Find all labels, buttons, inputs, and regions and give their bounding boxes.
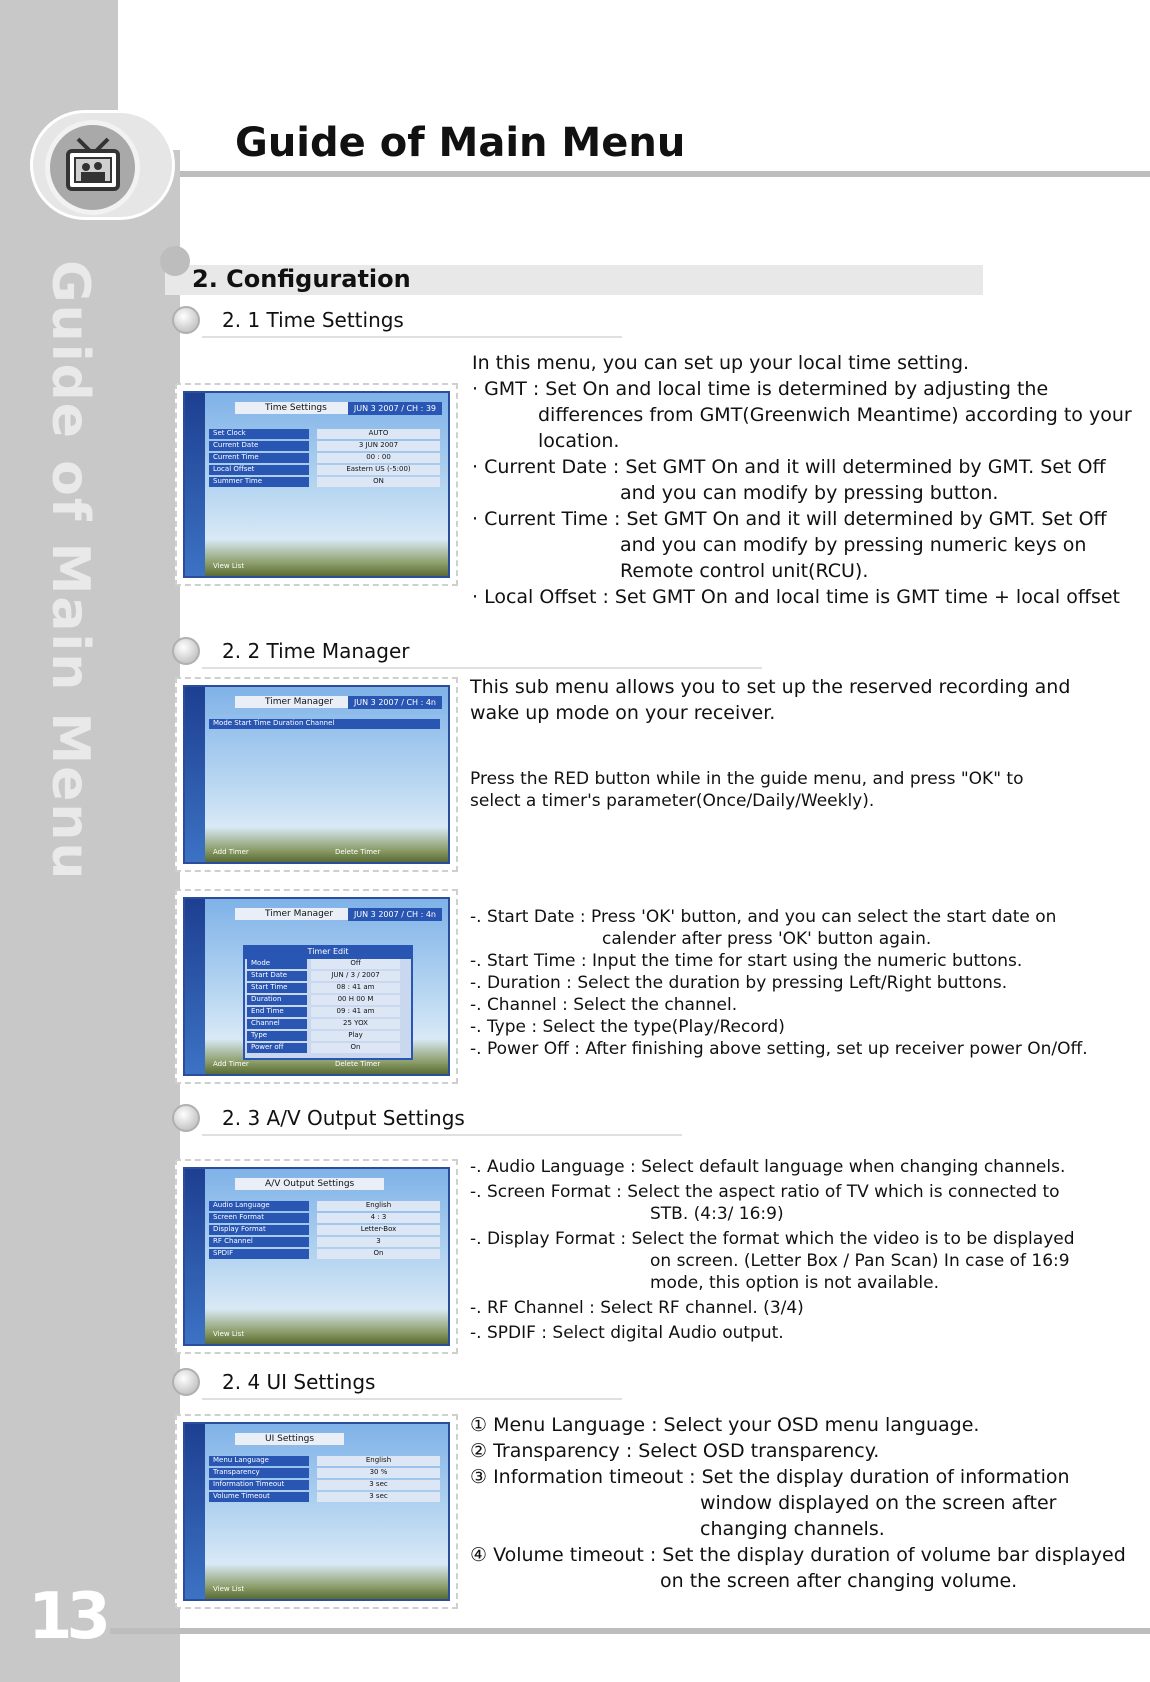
osd-row-key: Channel <box>247 1019 307 1029</box>
osd-row-value: Letter-Box <box>317 1225 440 1235</box>
osd-row-key: Start Time <box>247 983 307 993</box>
osd-header <box>205 1175 448 1195</box>
osd-title: Timer Manager <box>235 908 363 920</box>
press-text: Press the RED button while in the guide menu, and press "OK" to <box>470 769 1024 789</box>
osd-row-value: 00 H 00 M <box>311 995 400 1005</box>
section-bullet <box>160 246 190 276</box>
bullet-icon <box>172 306 200 334</box>
osd-row-key: Set Clock <box>209 429 309 439</box>
osd-header <box>205 1430 448 1450</box>
subsection-heading: 2. 4 UI Settings <box>222 1370 376 1394</box>
av-output-screenshot <box>175 1159 458 1354</box>
osd-row <box>247 971 400 981</box>
osd-row <box>209 477 440 487</box>
osd-row <box>209 1456 440 1466</box>
osd-row-key: Information Timeout <box>209 1480 309 1490</box>
bullet-icon <box>172 1104 200 1132</box>
osd-delete-timer: Delete Timer <box>335 848 381 856</box>
current-time-text-cont: and you can modify by pressing numeric keys on <box>620 534 1087 556</box>
osd-sidebar <box>185 1424 205 1599</box>
osd-row-key: Audio Language <box>209 1201 309 1211</box>
osd-screen <box>183 391 450 578</box>
spdif-text: -. SPDIF : Select digital Audio output. <box>470 1323 784 1343</box>
subsection-heading: 2. 2 Time Manager <box>222 639 410 663</box>
bullet-icon <box>172 1368 200 1396</box>
osd-row-key: Mode <box>247 959 307 969</box>
rf-channel-text: -. RF Channel : Select RF channel. (3/4) <box>470 1298 804 1318</box>
osd-row <box>247 995 400 1005</box>
osd-row-value: 3 JUN 2007 <box>317 441 440 451</box>
current-time-text: · Current Time : Set GMT On and it will determined by GMT. Set Off <box>472 508 1107 530</box>
bullet-icon <box>172 637 200 665</box>
osd-row <box>209 1249 440 1259</box>
osd-sidebar <box>185 1169 205 1344</box>
osd-row <box>247 1043 400 1053</box>
audio-language-text: -. Audio Language : Select default language when changing channels. <box>470 1157 1066 1177</box>
gmt-text-cont: location. <box>538 430 620 452</box>
volume-timeout-text: ④ Volume timeout : Set the display duration of volume bar displayed <box>470 1544 1126 1566</box>
time-settings-screenshot <box>175 383 458 586</box>
volume-timeout-text-cont: on the screen after changing volume. <box>660 1570 1018 1592</box>
osd-row <box>209 1201 440 1211</box>
tv-icon-glyph <box>50 125 135 210</box>
press-text: select a timer's parameter(Once/Daily/Weekly). <box>470 791 875 811</box>
osd-title: UI Settings <box>235 1433 344 1445</box>
osd-footer: View List <box>213 562 245 570</box>
osd-row-value: Eastern US (-5:00) <box>317 465 440 475</box>
osd-row-value: 30 % <box>317 1468 440 1478</box>
osd-row-value: 25 YOX <box>311 1019 400 1029</box>
tv-icon <box>45 120 140 215</box>
timer-edit-screenshot <box>175 889 458 1084</box>
osd-row-value: JUN / 3 / 2007 <box>311 971 400 981</box>
osd-columns: Mode Start Time Duration Channel <box>209 719 440 729</box>
info-timeout-text-cont: window displayed on the screen after <box>700 1492 1057 1514</box>
start-date-text-cont: calender after press 'OK' button again. <box>602 929 932 949</box>
power-off-text: -. Power Off : After finishing above setting, set up receiver power On/Off. <box>470 1039 1088 1059</box>
av-output-description <box>470 1156 1075 1344</box>
timer-fields-description <box>470 906 1088 1060</box>
title-divider <box>180 171 1150 177</box>
osd-row-value: 08 : 41 am <box>311 983 400 993</box>
intro-text: This sub menu allows you to set up the reserved recording and <box>470 676 1071 698</box>
channel-text: -. Channel : Select the channel. <box>470 995 738 1015</box>
osd-row-value: English <box>317 1201 440 1211</box>
osd-title: Timer Manager <box>235 696 363 708</box>
osd-row-value: English <box>317 1456 440 1466</box>
page-number: 13 <box>28 1580 106 1654</box>
display-format-text-cont: on screen. (Letter Box / Pan Scan) In case of 16:9 <box>650 1251 1070 1271</box>
duration-text: -. Duration : Select the duration by pressing Left/Right buttons. <box>470 973 1008 993</box>
osd-sidebar <box>185 393 205 576</box>
info-timeout-text-cont: changing channels. <box>700 1518 885 1540</box>
display-format-text: -. Display Format : Select the format which the video is to be displayed <box>470 1229 1075 1249</box>
osd-row-value: 4 : 3 <box>317 1213 440 1223</box>
osd-row-value: Off <box>311 959 400 969</box>
osd-row <box>247 983 400 993</box>
local-offset-text: · Local Offset : Set GMT On and local time is GMT time + local offset <box>472 586 1120 608</box>
osd-row-key: RF Channel <box>209 1237 309 1247</box>
osd-header <box>205 905 448 925</box>
osd-row-value: On <box>317 1249 440 1259</box>
osd-date: JUN 3 2007 / CH : 39 <box>348 402 442 415</box>
osd-row <box>209 1225 440 1235</box>
start-time-text: -. Start Time : Input the time for start using the numeric buttons. <box>470 951 1023 971</box>
timer-manager-screenshot <box>175 677 458 872</box>
osd-row-key: Duration <box>247 995 307 1005</box>
osd-add-timer: Add Timer <box>213 848 249 856</box>
ui-settings-description <box>470 1412 1126 1594</box>
osd-header <box>205 399 448 419</box>
osd-row <box>247 959 400 969</box>
current-time-text-cont: Remote control unit(RCU). <box>620 560 869 582</box>
osd-row-key: Power off <box>247 1043 307 1053</box>
osd-screen <box>183 1422 450 1601</box>
osd-row-key: Screen Format <box>209 1213 309 1223</box>
osd-row <box>209 453 440 463</box>
osd-screen <box>183 685 450 864</box>
osd-row <box>247 1031 400 1041</box>
vertical-side-title: Guide of Main Menu <box>40 260 100 882</box>
osd-row-value: ON <box>317 477 440 487</box>
subsection-underline <box>202 336 622 338</box>
time-manager-intro <box>470 674 1070 726</box>
bottom-divider <box>110 1628 1150 1634</box>
ui-settings-screenshot <box>175 1414 458 1609</box>
osd-row-key: Start Date <box>247 971 307 981</box>
osd-column-header <box>209 719 440 729</box>
osd-row-key: End Time <box>247 1007 307 1017</box>
osd-sidebar <box>185 899 205 1074</box>
osd-row-value: 3 <box>317 1237 440 1247</box>
osd-row-value: 3 sec <box>317 1492 440 1502</box>
osd-row <box>247 1007 400 1017</box>
osd-row <box>247 1019 400 1029</box>
dialog-title: Timer Edit <box>245 947 411 959</box>
osd-footer: View List <box>213 1585 245 1593</box>
osd-header <box>205 693 448 713</box>
intro-text: wake up mode on your receiver. <box>470 702 776 724</box>
osd-row-value: AUTO <box>317 429 440 439</box>
subsection-underline <box>202 667 762 669</box>
time-manager-press <box>470 768 1024 812</box>
osd-row <box>209 465 440 475</box>
osd-row <box>209 429 440 439</box>
osd-row-value: Play <box>311 1031 400 1041</box>
osd-row-value: 00 : 00 <box>317 453 440 463</box>
osd-row-key: Local Offset <box>209 465 309 475</box>
screen-format-text-cont: STB. (4:3/ 16:9) <box>650 1204 784 1224</box>
current-date-text-cont: and you can modify by pressing button. <box>620 482 999 504</box>
osd-row-value: On <box>311 1043 400 1053</box>
page-title: Guide of Main Menu <box>235 120 686 166</box>
osd-row-value: 3 sec <box>317 1480 440 1490</box>
osd-date: JUN 3 2007 / CH : 4n <box>348 696 442 709</box>
transparency-text: ② Transparency : Select OSD transparency. <box>470 1440 880 1462</box>
osd-screen <box>183 897 450 1076</box>
osd-title: Time Settings <box>235 402 357 414</box>
menu-language-text: ① Menu Language : Select your OSD menu language. <box>470 1414 980 1436</box>
osd-row <box>209 441 440 451</box>
osd-screen <box>183 1167 450 1346</box>
osd-title: A/V Output Settings <box>235 1178 384 1190</box>
osd-row <box>209 1480 440 1490</box>
gmt-text: · GMT : Set On and local time is determined by adjusting the <box>472 378 1049 400</box>
osd-row-key: Display Format <box>209 1225 309 1235</box>
osd-row <box>209 1492 440 1502</box>
subsection-heading: 2. 1 Time Settings <box>222 308 404 332</box>
display-format-text-cont: mode, this option is not available. <box>650 1273 939 1293</box>
osd-row-key: Volume Timeout <box>209 1492 309 1502</box>
osd-row <box>209 1468 440 1478</box>
osd-row-value: 09 : 41 am <box>311 1007 400 1017</box>
osd-date: JUN 3 2007 / CH : 4n <box>348 908 442 921</box>
info-timeout-text: ③ Information timeout : Set the display duration of information <box>470 1466 1070 1488</box>
osd-footer: View List <box>213 1330 245 1338</box>
screen-format-text: -. Screen Format : Select the aspect ratio of TV which is connected to <box>470 1182 1060 1202</box>
osd-row-key: Summer Time <box>209 477 309 487</box>
osd-row-key: Transparency <box>209 1468 309 1478</box>
time-settings-description <box>472 350 1132 610</box>
osd-row <box>209 1237 440 1247</box>
intro-text: In this menu, you can set up your local time setting. <box>472 352 970 374</box>
start-date-text: -. Start Date : Press 'OK' button, and you can select the start date on <box>470 907 1057 927</box>
subsection-underline <box>202 1134 682 1136</box>
osd-add-timer: Add Timer <box>213 1060 249 1068</box>
gmt-text-cont: differences from GMT(Greenwich Meantime) according to your <box>538 404 1132 426</box>
osd-row-key: SPDIF <box>209 1249 309 1259</box>
osd-row-key: Current Time <box>209 453 309 463</box>
osd-row-key: Current Date <box>209 441 309 451</box>
section-title: 2. Configuration <box>192 265 411 293</box>
osd-sidebar <box>185 687 205 862</box>
current-date-text: · Current Date : Set GMT On and it will determined by GMT. Set Off <box>472 456 1106 478</box>
osd-delete-timer: Delete Timer <box>335 1060 381 1068</box>
subsection-underline <box>202 1398 622 1400</box>
osd-row <box>209 1213 440 1223</box>
subsection-heading: 2. 3 A/V Output Settings <box>222 1106 465 1130</box>
osd-row-key: Type <box>247 1031 307 1041</box>
osd-row-key: Menu Language <box>209 1456 309 1466</box>
type-text: -. Type : Select the type(Play/Record) <box>470 1017 785 1037</box>
